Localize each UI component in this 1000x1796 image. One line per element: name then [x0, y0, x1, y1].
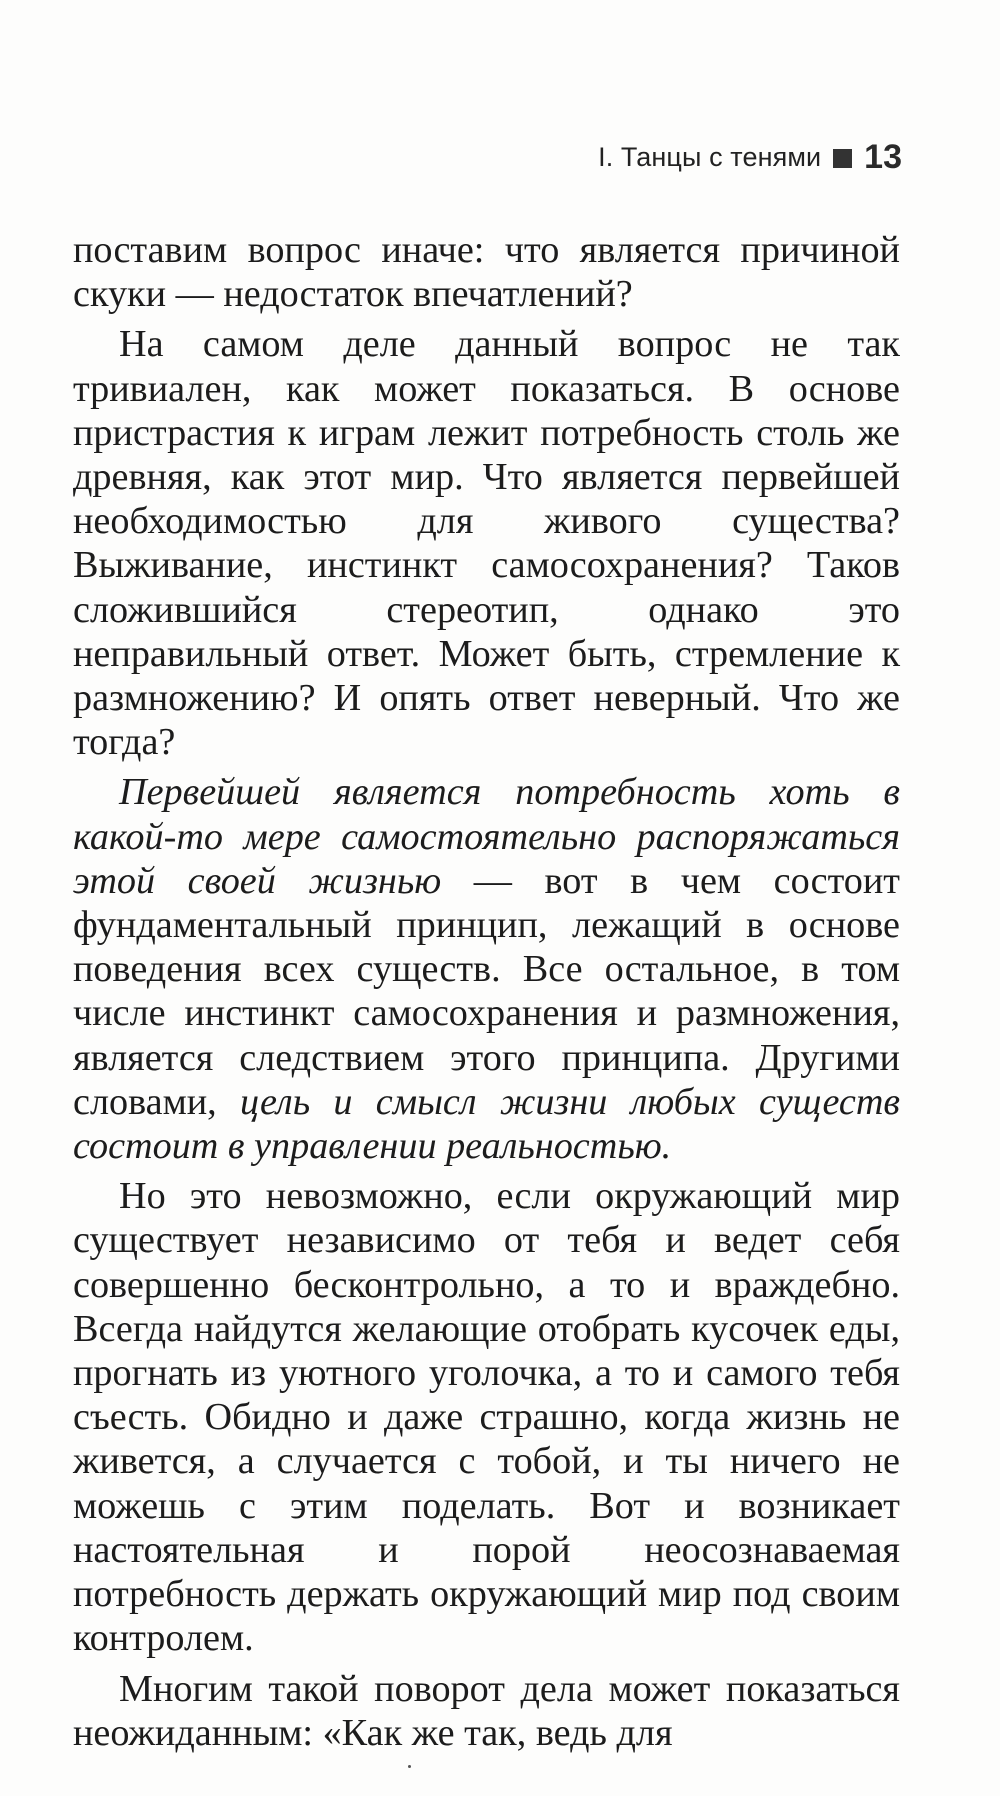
paragraph-3-italic-lead: Первейшей является потребность хоть в какой-то мере самостоятельно распоряжаться этой своей жизнью	[73, 771, 900, 902]
paragraph-2: На самом деле данный вопрос не так тривиален, как может показаться. В основе пристрастия к играм лежит потребность столь же древняя, как этот мир. Что является первейшей необходимостью для живого существа? Выживание, инстинкт самосохранения? Таков сложившийся стереотип, однако это неправильный ответ. Может быть, стремление к размножению? И опять ответ неверный. Что же тогда?	[73, 323, 900, 764]
paragraph-5: Многим такой поворот дела может показаться неожиданным: «Как же так, ведь для	[73, 1667, 900, 1754]
body-text	[73, 228, 900, 1755]
section-title: I. Танцы с тенями	[598, 142, 822, 172]
paragraph-1: поставим вопрос иначе: что является причиной скуки — недостаток впечатлений?	[73, 229, 900, 316]
square-bullet-icon	[833, 149, 852, 168]
paragraph-4: Но это невозможно, если окружающий мир существует независимо от тебя и ведет себя совершенно бесконтрольно, а то и враждебно. Всегда найдутся желающие отобрать кусочек еды, прогнать из уютного уголочка, а то и самого тебя съесть. Обидно и даже страшно, когда жизнь не живется, а случается с тобой, и ты ничего не можешь с этим поделать. Вот и возникает настоятельная и порой неосознаваемая потребность держать окружающий мир под своим контролем.	[73, 1175, 900, 1660]
print-speck	[408, 1765, 411, 1768]
paragraph-3	[73, 770, 900, 1168]
paragraph-3-regular: — вот в чем состоит фундаментальный принцип, лежащий в основе поведения всех существ. Все остальное, в том числе инстинкт самосохранения и размножения, является следствием этого принципа. Другими словами,	[73, 859, 900, 1123]
paragraph-3-italic-end: цель и смысл жизни любых существ состоит в управлении реальностью.	[73, 1080, 900, 1168]
running-head	[598, 138, 902, 177]
page-number: 13	[864, 138, 902, 176]
